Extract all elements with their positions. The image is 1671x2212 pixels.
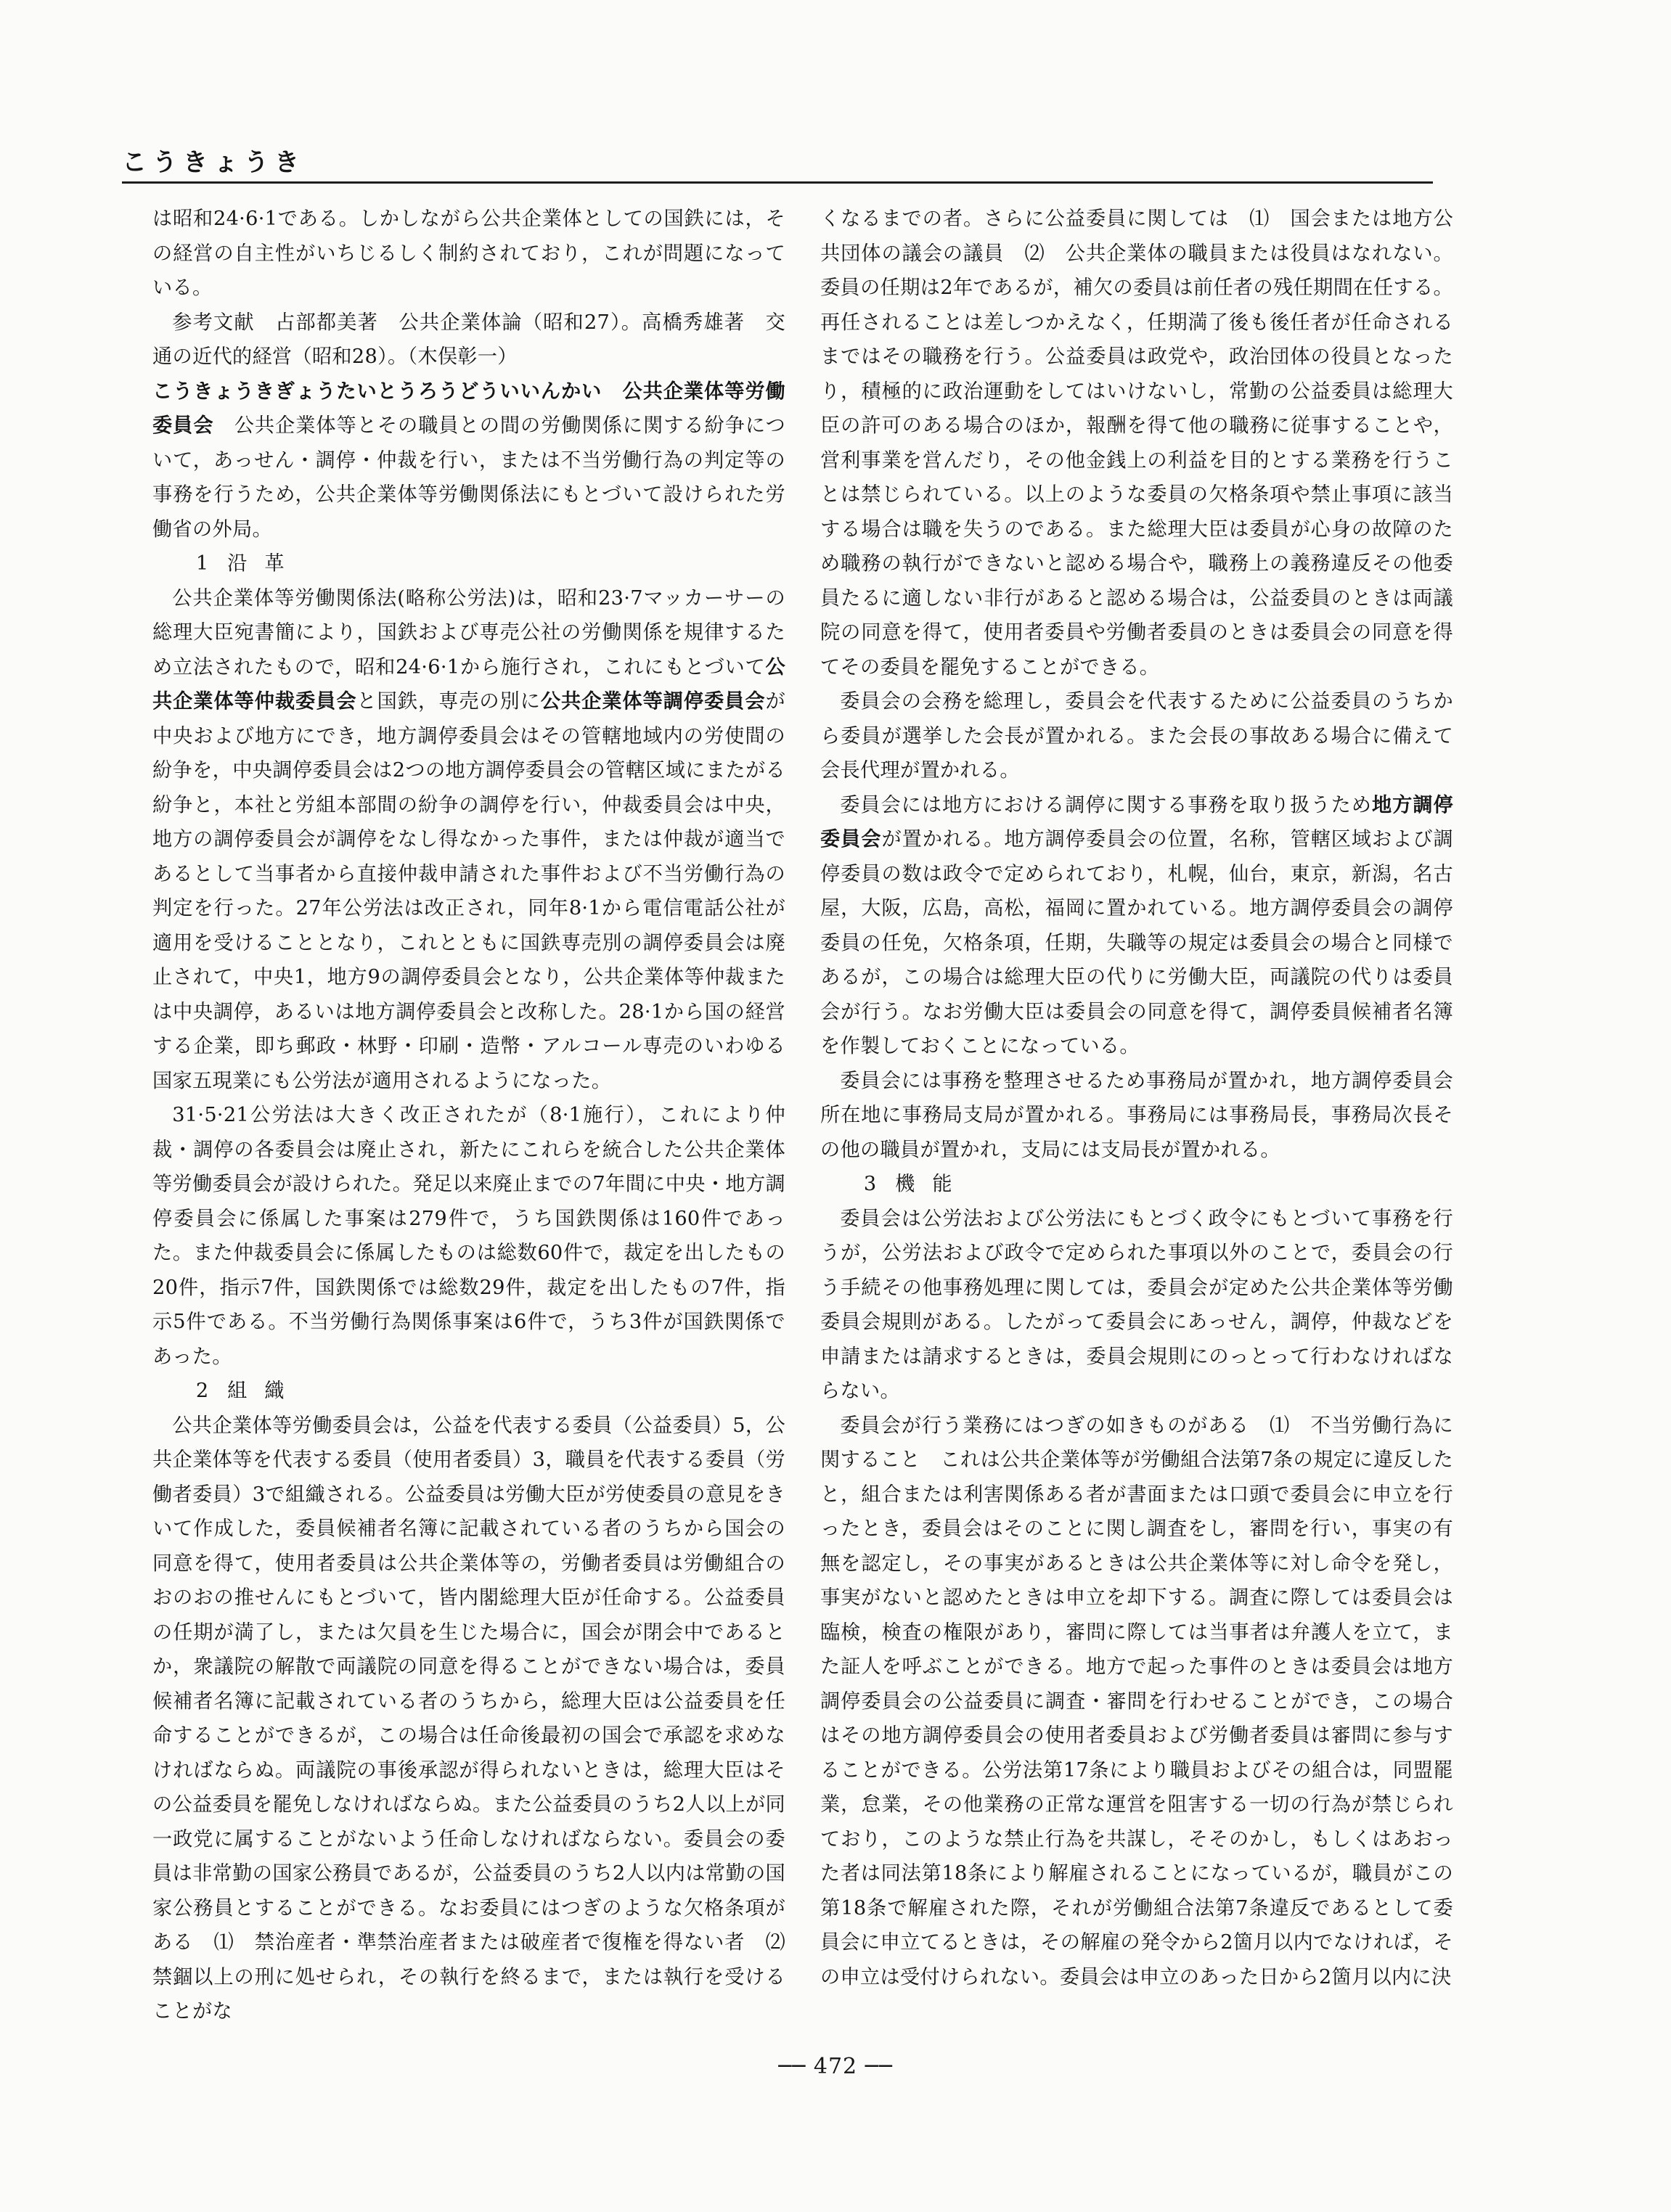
secretariat-paragraph: 委員会には事務を整理させるため事務局が置かれ，地方調停委員会所在地に事務局支局が置かれる。事務局には事務局長，事務局次長その他の職員が置かれ，支局には支局長が置かれる。 xyxy=(820,1069,1453,1161)
chairman-paragraph: 委員会の会務を総理し，委員会を代表するために公益委員のうちから委員が選挙した会長が置かれる。また会長の事故ある場合に備えて会長代理が置かれる。 xyxy=(820,690,1453,782)
page-number: ── 472 ── xyxy=(778,2054,893,2079)
reform-paragraph: 31·5·21公労法は大きく改正されたが（8·1施行），これにより仲裁・調停の各委員会は廃止され，新たにこれらを統合した公共企業体等労働委員会が設けられた。発足以来廃止までの7年間に中央・地方調停委員会に係属した事案は279件で，うち国鉄関係は160件であった。また仲裁委員会に係属したものは総数60件で，裁定を出したもの20件，指示7件，国鉄関係では総数29件，裁定を出したもの7件，指示5件である。不当労働行為関係事案は6件で，うち3件が国鉄関係であった。 xyxy=(152,1104,785,1368)
continued-paragraph: は昭和24·6·1である。しかしながら公共企業体としての国鉄には，その経営の自主性がいちじるしく制約されており，これが問題になっている。 xyxy=(152,208,785,299)
header-rule xyxy=(122,181,1433,184)
organization-paragraph: 公共企業体等労働委員会は，公益を代表する委員（公益委員）5，公共企業体等を代表する委員（使用者委員）3，職員を代表する委員（労働者委員）3で組織される。公益委員は労働大臣が労使委員の意見をきいて作成した，委員候補者名簿に記載されている者のうちから国会の同意を得て，使用者委員は公共企業体等の，労働者委員は労働組合のおのおの推せんにもとづいて，皆内閣総理大臣が任命する。公益委員の任期が満了し，または欠員を生じた場合に，国会が閉会中であるとか，衆議院の解散で両議院の同意を得ることができない場合は，委員候補者名簿に記載されている者のうちから，総理大臣は公益委員を任命することができるが，この場合は任命後最初の国会で承認を求めなければならぬ。両議院の事後承認が得られないときは，総理大臣はその公益委員を罷免しなければならぬ。また公益委員のうち2人以上が同一政党に属することがないよう任命しなければならない。委員会の委員は非常勤の国家公務員であるが，公益委員のうち2人以内は常勤の国家公務員とすることができる。なお委員にはつぎのような欠格条項がある ⑴ 禁治産者・準禁治産者または破産者で復権を得ない者 ⑵ 禁錮以上の刑に処せられ，その執行を終るまで，または執行を受けることがな xyxy=(152,1414,806,2023)
left-column xyxy=(152,202,806,2029)
regional-committee-paragraph: 委員会には地方における調停に関する事務を取り扱うため地方調停委員会が置かれる。地方調停委員会の位置，名称，管轄区域および調停委員の数は政令で定められており，札幌，仙台，東京，新潟，名古屋，大阪，広島，高松，福岡に置かれている。地方調停委員会の調停委員の任免，欠格条項，任期，失職等の規定は委員会の場合と同様であるが，この場合は総理大臣の代りに労働大臣，両議院の代りは委員会が行う。なお労働大臣は委員会の同意を得て，調停委員候補者名簿を作製しておくことになっている。 xyxy=(820,792,1453,1057)
function-paragraph: 委員会は公労法および公労法にもとづく政令にもとづいて事務を行うが，公労法および政令で定められた事項以外のことで，委員会の行う手続その他事務処理に関しては，委員会が定めた公共企業体等労働委員会規則がある。したがって委員会にあっせん，調停，仲裁などを申請または請求するときは，委員会規則にのっとって行わなければならない。 xyxy=(820,1207,1453,1402)
section-heading-2: 2 組織 xyxy=(195,1380,302,1402)
entry-term: こうきょうきぎょうたいとうろうどういいんかい 公共企業体等労働委員会 xyxy=(152,379,785,437)
references: 参考文献 占部都美著 公共企業体論（昭和27）。高橋秀雄著 交通の近代的経営（昭和28）。（木俣彰一） xyxy=(152,311,785,368)
section-heading-1: 1 沿革 xyxy=(195,552,302,575)
section-heading-3: 3 機能 xyxy=(863,1173,970,1195)
duties-paragraph: 委員会が行う業務にはつぎの如きものがある ⑴ 不当労働行為に関すること これは公共企業体等が労働組合法第7条の規定に違反したと，組合または利害関係ある者が書面または口頭で委員会に申立を行ったとき，委員会はそのことに関し調査をし，審問を行い，事実の有無を認定し，その事実があるときは公共企業体等に対し命令を発し，事実がないと認めたときは申立を却下する。調査に際しては委員会は臨検，検査の権限があり，審問に際しては当事者は弁護人を立て，また証人を呼ぶことができる。地方で起った事件のときは委員会は地方調停委員会の公益委員に調査・審問を行わせることができ，この場合はその地方調停委員会の使用者委員および労働者委員は審問に参与することができる。公労法第17条により職員およびその組合は，同盟罷業，怠業，その他業務の正常な運営を阻害する一切の行為が禁じられており，このような禁止行為を共謀し，そそのかし，もしくはあおった者は同法第18条により解雇されることになっているが，職員がこの第18条で解雇された際，それが労働組合法第7条違反であるとして委員会に申立てるときは，その解雇の発令から2箇月以内でなければ，その申立は受付けられない。委員会は申立のあった日から2箇月以内に決 xyxy=(820,1414,1453,1988)
history-paragraph: 公共企業体等労働関係法(略称公労法)は，昭和23·7マッカーサーの総理大臣宛書簡により，国鉄および専売公社の労働関係を規律するため立法されたもので，昭和24·6·1から施行され，これにもとづいて公共企業体等仲裁委員会と国鉄，専売の別に公共企業体等調停委員会が中央および地方にでき，地方調停委員会はその管轄地域内の労使間の紛争を，中央調停委員会は2つの地方調停委員会の管轄区域にまたがる紛争と，本社と労組本部間の紛争の調停を行い，仲裁委員会は中央，地方の調停委員会が調停をなし得なかった事件，または仲裁が適当であるとして当事者から直接仲裁申請された事件および不当労働行為の判定を行った。27年公労法は改正され，同年8·1から電信電話公社が適用を受けることとなり，これとともに国鉄専売別の調停委員会は廃止されて，中央1，地方9の調停委員会となり，公共企業体等仲裁または中央調停，あるいは地方調停委員会と改称した。28·1から国の経営する企業，即ち郵政・林野・印刷・造幣・アルコール専売のいわゆる国家五現業にも公労法が適用されるようになった。 xyxy=(152,586,785,1092)
right-column xyxy=(820,202,1453,1994)
entry-definition: 公共企業体等とその職員との間の労働関係に関する紛争について，あっせん・調停・仲裁を行い，または不当労働行為の判定等の事務を行うため，公共企業体等労働関係法にもとづいて設けられた労働省の外局。 xyxy=(152,414,785,541)
running-head: こうきょうき xyxy=(122,148,305,177)
dictionary-entry xyxy=(152,374,785,547)
continued-paragraph-right: くなるまでの者。さらに公益委員に関しては ⑴ 国会または地方公共団体の議会の議員 ⑵ 公共企業体の職員または役員はなれない。委員の任期は2年であるが，補欠の委員は前任者の残任期間在任する。再任されることは差しつかえなく，任期満了後も後任者が任命されるまではその職務を行う。公益委員は政党や，政治団体の役員となったり，積極的に政治運動をしてはいけないし，常勤の公益委員は総理大臣の許可のある場合のほか，報酬を得て他の職務に従事することや，営利事業を営んだり，その他金銭上の利益を目的とする業務を行うことは禁じられている。以上のような委員の欠格条項や禁止事項に該当する場合は職を失うのである。また総理大臣は委員が心身の故障のため職務の執行ができないと認める場合や，職務上の義務違反その他委員たるに適しない非行があると認める場合は，公益委員のときは両議院の同意を得て，使用者委員や労働者委員のときは委員会の同意を得てその委員を罷免することができる。 xyxy=(820,208,1453,679)
